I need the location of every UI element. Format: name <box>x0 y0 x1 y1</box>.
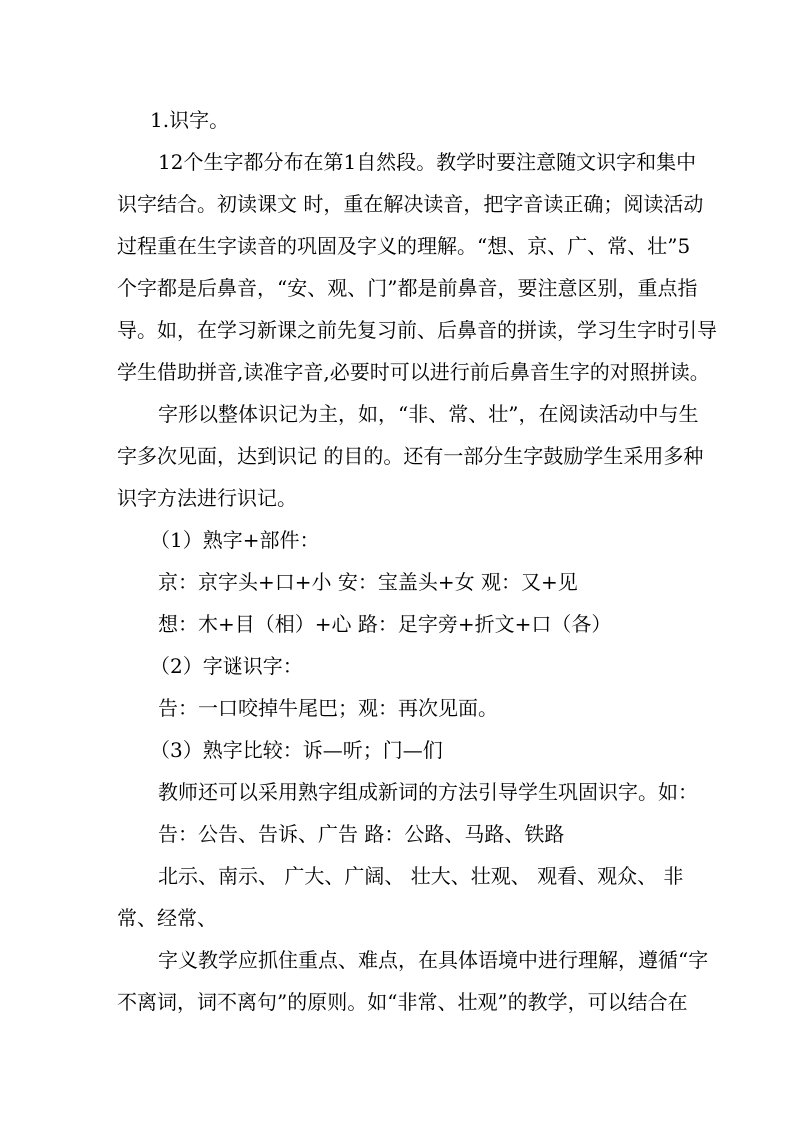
paragraph-line: 识字结合。初读课文 时，重在解决读音，把字音读正确；阅读活动 <box>117 192 704 216</box>
paragraph-line: 个字都是后鼻音，“安、观、门”都是前鼻音，要注意区别，重点指 <box>117 276 698 300</box>
paragraph-line: 京：京字头+口+小 安：宝盖头+女 观：又+见 <box>158 570 578 594</box>
paragraph-line: 字义教学应抓住重点、难点，在具体语境中进行理解，遵循“字 <box>158 948 709 972</box>
paragraph-line: 字多次见面，达到识记 的目的。还有一部分生字鼓励学生采用多种 <box>117 444 704 468</box>
paragraph-line: 12个生字都分布在第1自然段。教学时要注意随文识字和集中 <box>158 150 697 174</box>
heading-literacy: 1.识字。 <box>150 108 230 132</box>
subheading-riddle-literacy: （2）字谜识字： <box>150 654 303 678</box>
paragraph-line: 学生借助拼音,读准字音,必要时可以进行前后鼻音生字的对照拼读。 <box>117 360 710 384</box>
paragraph-line: 字形以整体识记为主，如，“非、常、壮”，在阅读活动中与生 <box>158 402 699 426</box>
paragraph-line: 教师还可以采用熟字组成新词的方法引导学生巩固识字。如： <box>158 780 698 804</box>
paragraph-line: 想：木+目（相）+心 路：足字旁+折文+口（各） <box>158 612 612 636</box>
paragraph-line: 过程重在生字读音的巩固及字义的理解。“想、京、广、常、壮”5 <box>117 234 691 258</box>
paragraph-line: 告：一口咬掉牛尾巴；观：再次见面。 <box>158 696 498 720</box>
paragraph-line: 导。如，在学习新课之前先复习前、后鼻音的拼读，学习生字时引导 <box>117 318 717 342</box>
paragraph-line: 告：公告、告诉、广告 路：公路、马路、铁路 <box>158 822 565 846</box>
subheading-familiar-plus-parts: （1）熟字+部件： <box>150 528 320 552</box>
paragraph-line: 北示、南示、 广大、广阔、 壮大、壮观、 观看、观众、 非 <box>158 864 684 888</box>
paragraph-line: 常、经常、 <box>117 906 217 930</box>
paragraph-line: 识字方法进行识记。 <box>117 486 297 510</box>
subheading-character-comparison: （3）熟字比较：诉—听；门—们 <box>150 738 443 762</box>
paragraph-line: 不离词，词不离句”的原则。如“非常、壮观”的教学，可以结合在 <box>117 990 688 1014</box>
